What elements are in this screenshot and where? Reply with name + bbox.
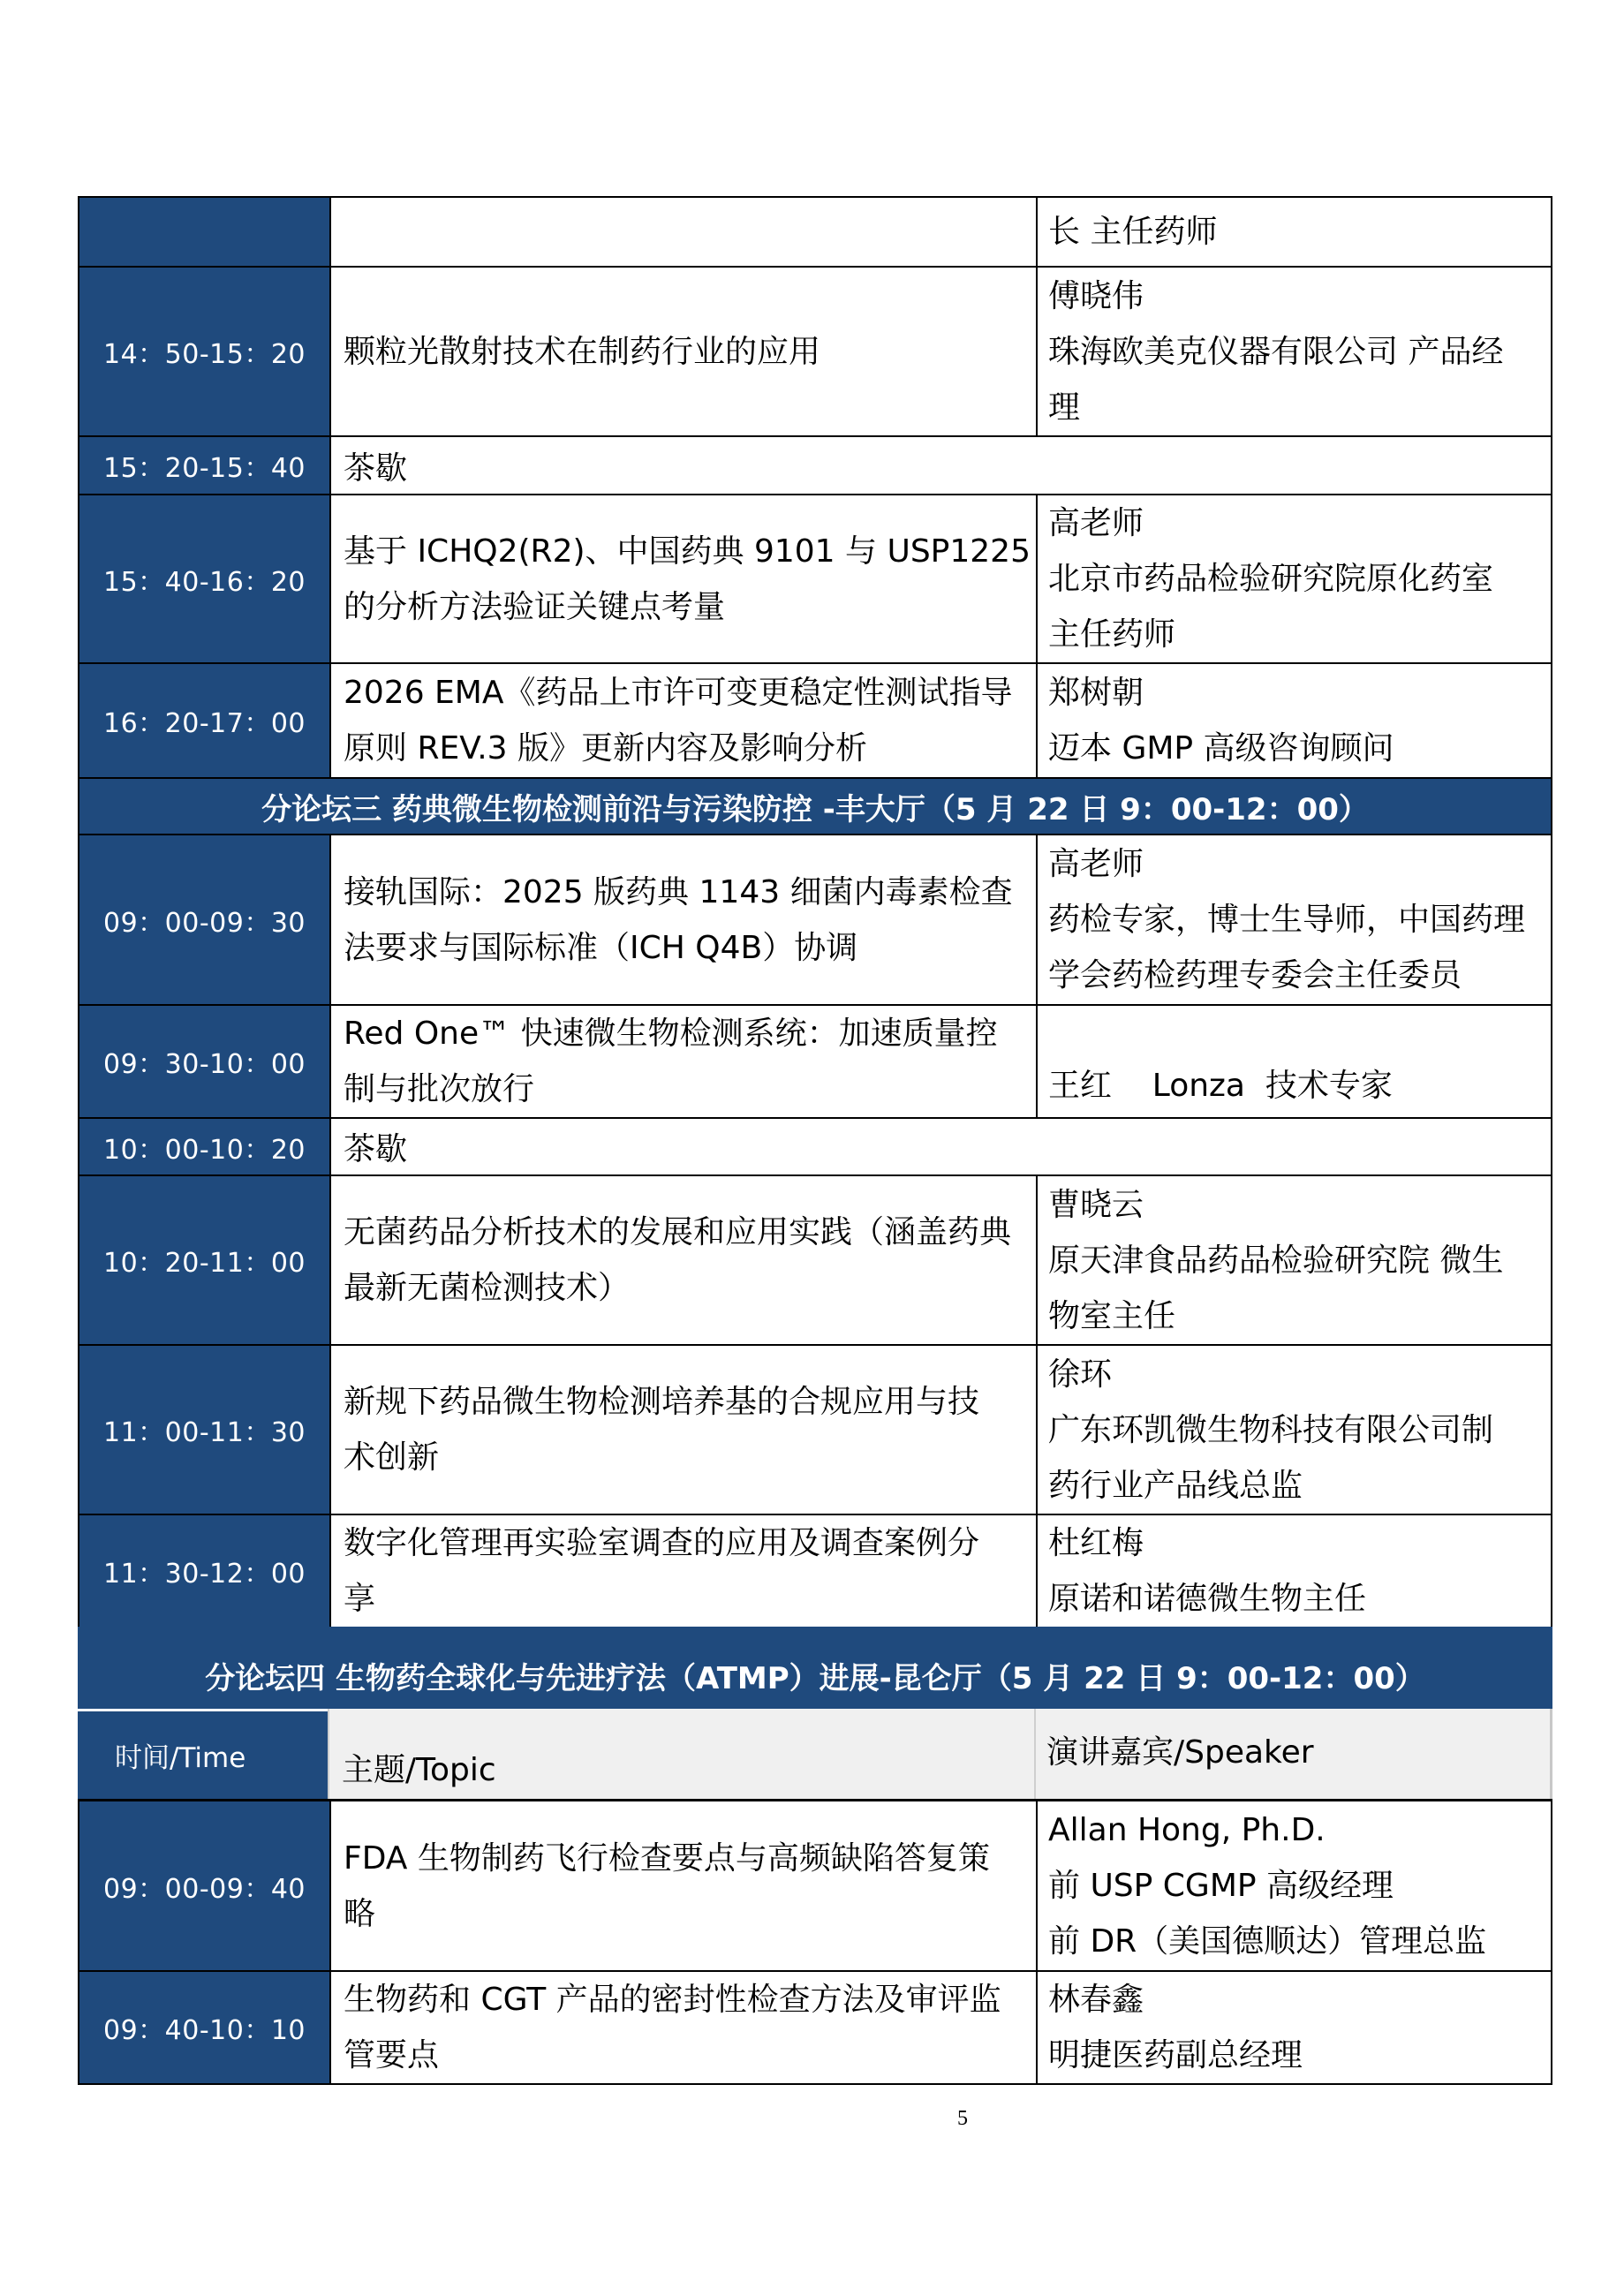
speaker-name: 高老师: [1048, 846, 1144, 882]
speaker-name: 高老师: [1048, 505, 1144, 541]
speaker-title: 前 DR（美国德顺达）管理总监: [1048, 1923, 1487, 1960]
agenda-table-forum3: [78, 196, 1552, 1628]
topic-cell: [329, 1006, 1036, 1117]
topic-line: 制与批次放行: [344, 1071, 535, 1107]
speaker-title: 明捷医药副总经理: [1048, 2037, 1303, 2073]
topic-line: 最新无菌检测技术）: [344, 1270, 631, 1306]
speaker-name: 傅晓伟: [1048, 277, 1144, 314]
topic-line: 的分析方法验证关键点考量: [344, 588, 726, 625]
column-header-topic: 主题/Topic: [328, 1709, 1034, 1799]
table-row: [79, 662, 1551, 777]
break-cell: 茶歇: [329, 437, 1551, 494]
time-cell: 15：40-16：20: [79, 495, 329, 662]
time-cell: [79, 198, 329, 266]
table-row-break: [79, 435, 1551, 494]
topic-line: 管要点: [344, 2037, 440, 2073]
speaker-cell: [1036, 198, 1551, 266]
column-header-time: 时间/Time: [78, 1709, 328, 1799]
table-row: [79, 266, 1551, 435]
table-row: [79, 1174, 1551, 1344]
column-header-row: [78, 1709, 1552, 1799]
time-cell: 15：20-15：40: [79, 437, 329, 494]
topic-cell: [329, 1176, 1036, 1344]
forum4-table-body: [78, 1799, 1552, 2085]
topic-cell: [329, 198, 1036, 266]
time-cell: 16：20-17：00: [79, 664, 329, 777]
speaker-title: 药检专家，博士生导师，中国药理: [1048, 902, 1526, 938]
speaker-cell: [1036, 1515, 1551, 1627]
speaker-cell: [1036, 268, 1551, 435]
speaker-title: 理: [1048, 389, 1081, 426]
speaker-cell: [1036, 1972, 1551, 2083]
speaker-line: 长 主任药师: [1048, 214, 1218, 250]
table-row: [79, 494, 1551, 662]
speaker-title: 学会药检药理专委会主任委员: [1048, 957, 1462, 993]
table-row: [79, 1970, 1551, 2083]
speaker-cell: [1036, 835, 1551, 1004]
table-row: [79, 834, 1551, 1004]
agenda-table-forum4: [78, 1627, 1552, 2085]
speaker-title: 迈本 GMP 高级咨询顾问: [1048, 730, 1394, 767]
forum3-section-header: 分论坛三 药典微生物检测前沿与污染防控 -丰大厅（5 月 22 日 9：00-12：00）: [79, 777, 1551, 834]
topic-line: 基于 ICHQ2(R2)、中国药典 9101 与 USP1225: [344, 532, 1031, 570]
topic-cell: [329, 495, 1036, 662]
table-row: [79, 1801, 1551, 1970]
forum4-section-header: 分论坛四 生物药全球化与先进疗法（ATMP）进展-昆仑厅（5 月 22 日 9：00-12：00）: [78, 1627, 1552, 1709]
topic-cell: [329, 1801, 1036, 1970]
time-cell: 09：00-09：30: [79, 835, 329, 1004]
time-cell: 10：00-10：20: [79, 1119, 329, 1174]
break-cell: 茶歇: [329, 1119, 1551, 1174]
speaker-cell: [1036, 1176, 1551, 1344]
topic-line: 接轨国际：2025 版药典 1143 细菌内毒素检查: [344, 873, 1013, 910]
table-row: [79, 198, 1551, 266]
speaker-title: 物室主任: [1048, 1297, 1176, 1334]
table-row: [79, 1344, 1551, 1514]
speaker-cell: [1036, 495, 1551, 662]
speaker-title: 药行业产品线总监: [1048, 1467, 1303, 1504]
topic-line: 术创新: [344, 1439, 440, 1476]
topic-line: 原则 REV.3 版》更新内容及影响分析: [344, 730, 867, 767]
speaker-title: 广东环凯微生物科技有限公司制: [1048, 1411, 1494, 1448]
topic-cell: [329, 664, 1036, 777]
speaker-cell: [1036, 1801, 1551, 1970]
time-cell: 09：30-10：00: [79, 1006, 329, 1117]
topic-line: 享: [344, 1581, 376, 1617]
speaker-name: 杜红梅: [1048, 1525, 1144, 1561]
topic-cell: [329, 835, 1036, 1004]
topic-line: 生物药和 CGT 产品的密封性检查方法及审评监: [344, 1982, 1001, 2018]
speaker-cell: [1036, 1346, 1551, 1514]
speaker-title: 北京市药品检验研究院原化药室: [1048, 561, 1494, 597]
time-cell: 14：50-15：20: [79, 268, 329, 435]
topic-cell: [329, 268, 1036, 435]
time-cell: 09：40-10：10: [79, 1972, 329, 2083]
topic-cell: [329, 1346, 1036, 1514]
table-row: [79, 1004, 1551, 1117]
speaker-cell: [1036, 1006, 1551, 1117]
topic-cell: [329, 1972, 1036, 2083]
speaker-name: 林春鑫: [1048, 1982, 1144, 2018]
topic-line: 数字化管理再实验室调查的应用及调查案例分: [344, 1525, 980, 1561]
table-row-break: [79, 1117, 1551, 1174]
topic-line: FDA 生物制药飞行检查要点与高频缺陷答复策: [344, 1839, 990, 1877]
page-number: 5: [957, 2107, 968, 2130]
speaker-title: 主任药师: [1048, 616, 1176, 653]
topic-line: 2026 EMA《药品上市许可变更稳定性测试指导: [344, 675, 1013, 711]
topic-line: 法要求与国际标准（ICH Q4B）协调: [344, 929, 858, 966]
speaker-name: 王红 Lonza 技术专家: [1048, 1068, 1393, 1104]
speaker-cell: [1036, 664, 1551, 777]
time-cell: 11：00-11：30: [79, 1346, 329, 1514]
speaker-name: 曹晓云: [1048, 1186, 1144, 1223]
time-cell: 11：30-12：00: [79, 1515, 329, 1627]
topic-line: 颗粒光散射技术在制药行业的应用: [344, 333, 821, 370]
topic-line: 无菌药品分析技术的发展和应用实践（涵盖药典: [344, 1214, 1012, 1250]
time-cell: 10：20-11：00: [79, 1176, 329, 1344]
topic-cell: [329, 1515, 1036, 1627]
speaker-title: 原诺和诺德微生物主任: [1048, 1581, 1367, 1617]
table-row: [79, 1514, 1551, 1627]
topic-line: 新规下药品微生物检测培养基的合规应用与技: [344, 1384, 980, 1420]
speaker-name: Allan Hong, Ph.D.: [1048, 1812, 1326, 1848]
speaker-title: 前 USP CGMP 高级经理: [1048, 1868, 1394, 1904]
speaker-title: 珠海欧美克仪器有限公司 产品经: [1048, 333, 1504, 370]
speaker-name: 徐环: [1048, 1356, 1113, 1393]
speaker-title: 原天津食品药品检验研究院 微生: [1048, 1242, 1504, 1279]
time-cell: 09：00-09：40: [79, 1801, 329, 1970]
topic-line: 略: [344, 1895, 376, 1932]
speaker-name: 郑树朝: [1048, 675, 1144, 711]
topic-line: Red One™ 快速微生物检测系统：加速质量控: [344, 1016, 998, 1052]
column-header-speaker: 演讲嘉宾/Speaker: [1034, 1709, 1552, 1799]
